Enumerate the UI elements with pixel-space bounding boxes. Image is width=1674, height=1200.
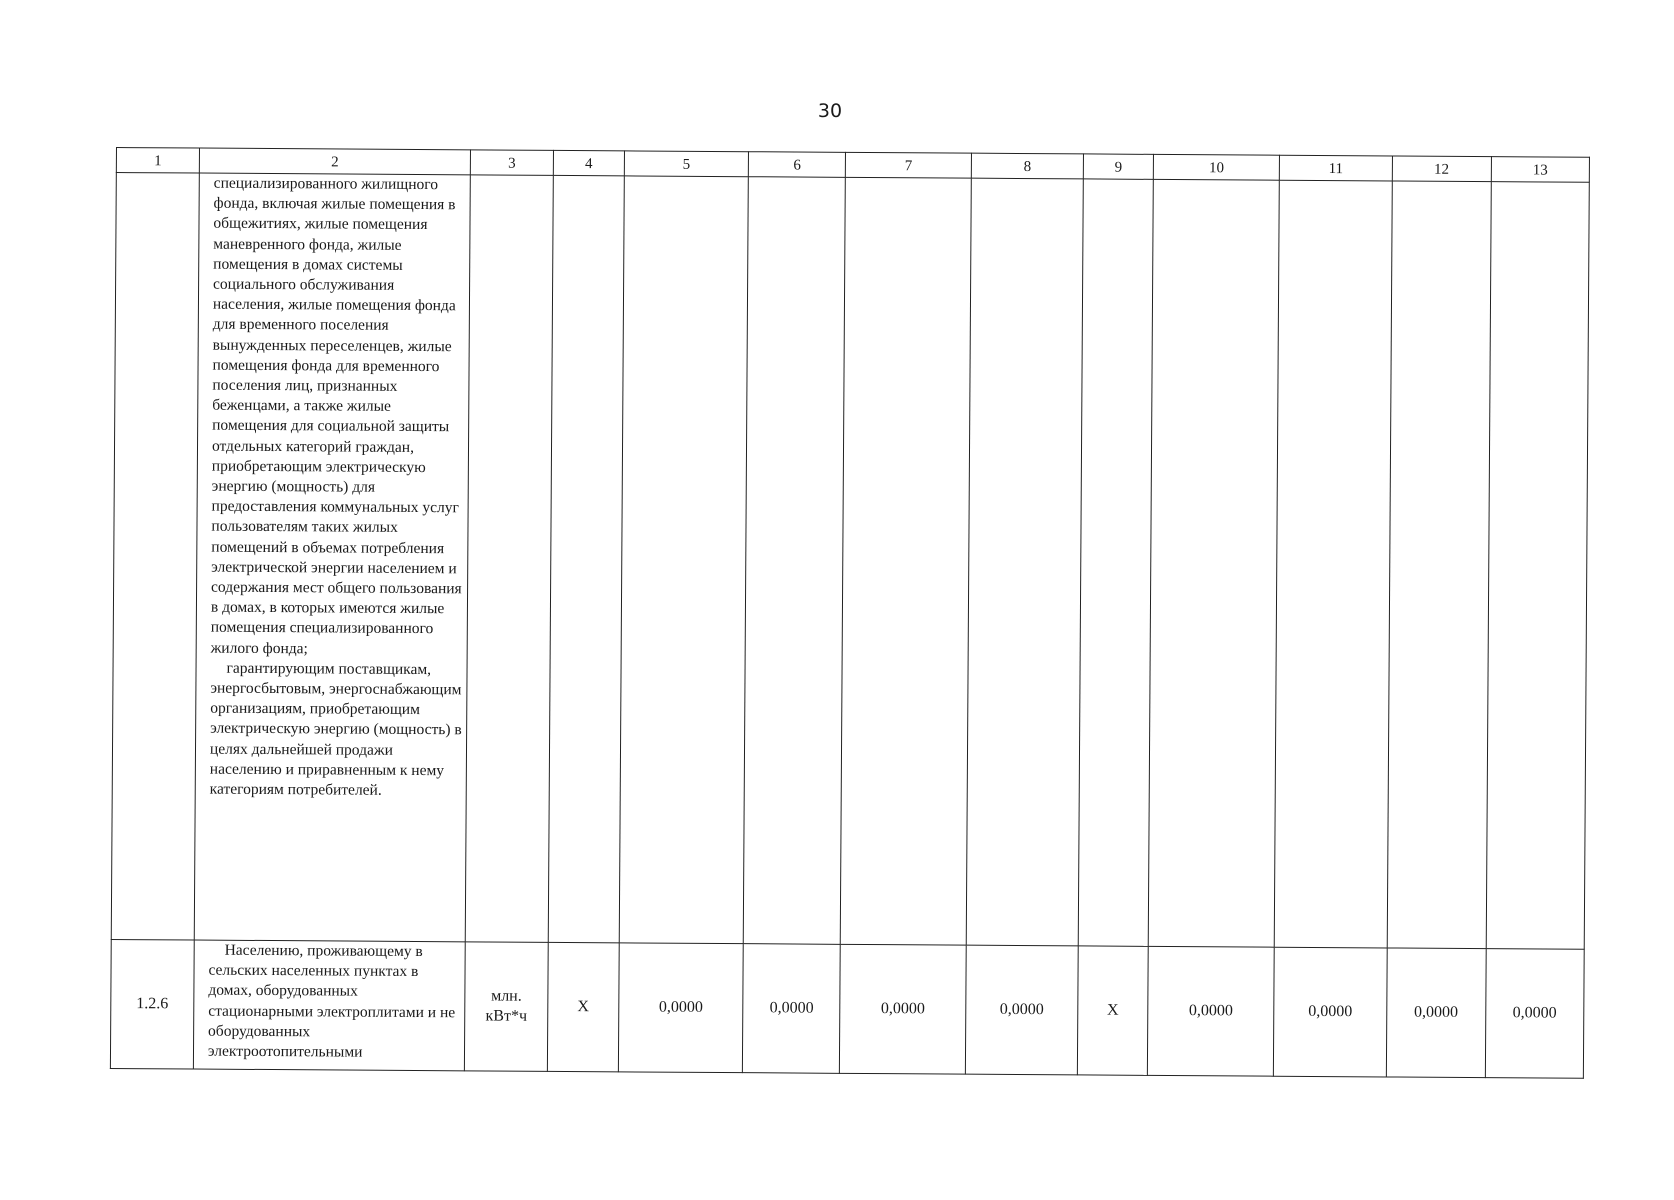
table-cell — [619, 176, 749, 944]
description-paragraph: Населению, проживающему в сельских населенных пунктах в домах, оборудованных стационарными электроплитами и не оборудованных электроотопительными — [207, 941, 456, 1061]
table-cell-col11: 0,0000 — [1274, 947, 1387, 1077]
column-header-6: 6 — [749, 152, 846, 178]
column-header-8: 8 — [971, 153, 1083, 179]
table-cell — [966, 178, 1083, 946]
table-cell-col13: 0,0000 — [1485, 949, 1584, 1079]
column-header-13: 13 — [1491, 157, 1589, 183]
row-description-continuation — [194, 173, 470, 942]
page-number: 30 — [817, 100, 843, 122]
column-header-1: 1 — [116, 148, 199, 174]
table-cell — [1275, 180, 1392, 948]
unit-cell: млн. кВт*ч — [464, 942, 548, 1072]
table-cell-col4: X — [547, 942, 619, 1071]
description-paragraph: специализированного жилищного фонда, включая жилые помещения в общежитиях, жилые помещения маневренного фонда, жилые помещения в домах системы социального обслуживания населения, жилые помещения фонда для временного поселения вынужденных переселенцев, жилые помещения фонда для временного поселения лиц, признанных беженцами, а также жилые помещения для социальной защиты отдельных категорий граждан, приобретающим электрическую энергию (мощность) для предоставления коммунальных услуг пользователям таких жилых помещений в объемах потребления электрической энергии населением и содержания мест общего пользования в домах, в которых имеются жилые помещения специализированного жилого фонда; — [210, 174, 462, 657]
table-cell-col5: 0,0000 — [618, 943, 743, 1073]
row-number: 1.2.6 — [110, 939, 194, 1069]
column-header-3: 3 — [470, 150, 553, 176]
table-cell-col6: 0,0000 — [743, 944, 841, 1074]
description-paragraph: гарантирующим поставщикам, энергосбытовым, энергоснабжающим организациям, приобретающим электрическую энергию (мощность) в целях дальнейшей продажи населению и приравненным к нему категориям потребителей. — [209, 659, 462, 799]
table-row-1-2-6 — [110, 939, 1584, 1078]
column-header-2: 2 — [199, 148, 470, 175]
table-cell-col12: 0,0000 — [1386, 948, 1486, 1078]
table-cell — [743, 177, 845, 945]
column-header-7: 7 — [846, 152, 972, 178]
column-header-9: 9 — [1083, 154, 1153, 179]
column-header-11: 11 — [1280, 155, 1392, 181]
table-cell-col7: 0,0000 — [840, 944, 966, 1074]
table-cell — [465, 175, 553, 943]
tariff-table — [110, 147, 1590, 1079]
column-header-4: 4 — [553, 150, 624, 175]
column-header-5: 5 — [624, 151, 749, 177]
table-cell — [1148, 179, 1280, 947]
table-cell — [1486, 182, 1589, 950]
table-cell — [841, 177, 972, 945]
table-cell-col8: 0,0000 — [965, 945, 1078, 1075]
table-cell — [1078, 179, 1153, 946]
column-header-12: 12 — [1392, 156, 1491, 182]
row-description — [193, 940, 465, 1071]
column-header-10: 10 — [1153, 154, 1280, 180]
table-cell — [1387, 181, 1491, 949]
table-cell-col9: X — [1077, 946, 1148, 1075]
table-cell — [111, 173, 199, 941]
table-row-continuation — [111, 173, 1589, 950]
table-cell-col10: 0,0000 — [1147, 946, 1274, 1076]
table-cell — [548, 175, 624, 942]
